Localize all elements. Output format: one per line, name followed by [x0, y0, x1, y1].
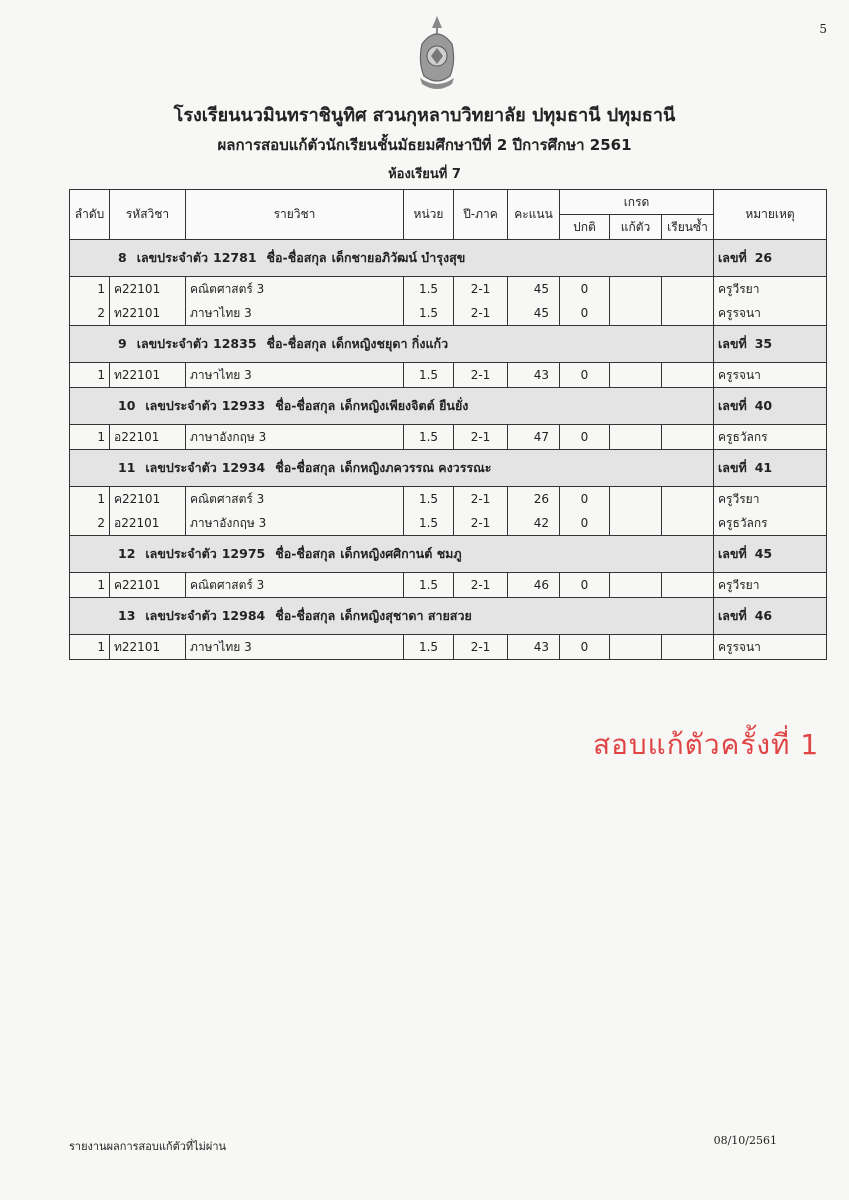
- course-score: 42: [508, 511, 560, 536]
- student-name-label: ชื่อ-ชื่อสกุล: [275, 608, 336, 623]
- student-id-label: เลขประจำตัว: [145, 546, 217, 561]
- course-term: 2-1: [454, 487, 508, 512]
- course-unit: 1.5: [404, 425, 454, 450]
- student-id: 12933: [221, 398, 266, 413]
- course-score: 43: [508, 635, 560, 660]
- course-term: 2-1: [454, 573, 508, 598]
- grade-repeat: [662, 635, 714, 660]
- grade-normal: 0: [560, 277, 610, 302]
- col-grade: เกรด: [560, 190, 714, 215]
- grade-repeat: [662, 425, 714, 450]
- grade-normal: 0: [560, 363, 610, 388]
- student-name: เด็กหญิงสุชาดา สายสวย: [340, 608, 472, 623]
- course-row: [70, 363, 827, 388]
- course-row: [70, 425, 827, 450]
- course-index: 1: [70, 487, 110, 512]
- grade-normal: 0: [560, 301, 610, 326]
- grade-retake: [610, 573, 662, 598]
- grade-repeat: [662, 511, 714, 536]
- grade-normal: 0: [560, 573, 610, 598]
- course-code: ค22101: [110, 277, 186, 302]
- roll-number: 26: [754, 250, 773, 265]
- grade-normal: 0: [560, 425, 610, 450]
- student-row: [70, 598, 827, 635]
- retake-stamp: สอบแก้ตัวครั้งที่ 1: [593, 728, 820, 761]
- course-index: 1: [70, 277, 110, 302]
- student-number: 11: [118, 460, 136, 475]
- course-subject: ภาษาอังกฤษ 3: [186, 425, 404, 450]
- student-name-label: ชื่อ-ชื่อสกุล: [266, 250, 327, 265]
- student-name: เด็กหญิงเพียงจิตต์ ยืนยั่ง: [340, 398, 469, 413]
- student-name: เด็กหญิงภควรรณ คงวรรณะ: [340, 460, 492, 475]
- course-unit: 1.5: [404, 635, 454, 660]
- course-teacher: ครูรจนา: [714, 301, 827, 326]
- roll-number-label: เลขที่: [718, 250, 747, 265]
- course-code: ค22101: [110, 487, 186, 512]
- course-subject: ภาษาไทย 3: [186, 635, 404, 660]
- course-unit: 1.5: [404, 363, 454, 388]
- grade-retake: [610, 635, 662, 660]
- school-seal-icon: [412, 14, 462, 94]
- col-unit: หน่วย: [404, 190, 454, 240]
- roll-number: 45: [754, 546, 773, 561]
- col-code: รหัสวิชา: [110, 190, 186, 240]
- student-id: 12934: [221, 460, 266, 475]
- course-subject: คณิตศาสตร์ 3: [186, 573, 404, 598]
- grade-retake: [610, 487, 662, 512]
- course-teacher: ครูวีรยา: [714, 487, 827, 512]
- grade-normal: 0: [560, 487, 610, 512]
- course-row: [70, 573, 827, 598]
- course-term: 2-1: [454, 363, 508, 388]
- course-index: 1: [70, 425, 110, 450]
- course-teacher: ครูวีรยา: [714, 573, 827, 598]
- student-name-label: ชื่อ-ชื่อสกุล: [275, 460, 336, 475]
- student-id-label: เลขประจำตัว: [136, 336, 209, 351]
- course-subject: คณิตศาสตร์ 3: [186, 487, 404, 512]
- student-row: [70, 450, 827, 487]
- course-code: ค22101: [110, 573, 186, 598]
- school-name: โรงเรียนนวมินทราชินูทิศ สวนกุหลาบวิทยาลัย ปทุมธานี ปทุมธานี: [173, 105, 676, 126]
- roll-number-label: เลขที่: [718, 460, 747, 475]
- report-subtitle: ผลการสอบแก้ตัวนักเรียนชั้นมัธยมศึกษาปีที่ 2 ปีการศึกษา 2561: [217, 136, 632, 154]
- course-unit: 1.5: [404, 277, 454, 302]
- student-name-label: ชื่อ-ชื่อสกุล: [266, 336, 327, 351]
- student-number: 9: [118, 336, 127, 351]
- course-unit: 1.5: [404, 573, 454, 598]
- student-name-label: ชื่อ-ชื่อสกุล: [275, 398, 336, 413]
- course-code: อ22101: [110, 511, 186, 536]
- student-number: 13: [118, 608, 136, 623]
- grade-normal: 0: [560, 635, 610, 660]
- course-code: อ22101: [110, 425, 186, 450]
- course-code: ท22101: [110, 363, 186, 388]
- student-row: [70, 388, 827, 425]
- col-grade-repeat: เรียนซ้ำ: [662, 215, 714, 240]
- roll-number: 41: [754, 460, 773, 475]
- student-name: เด็กชายอภิวัฒน์ บำรุงสุข: [331, 250, 466, 265]
- course-score: 43: [508, 363, 560, 388]
- course-index: 2: [70, 511, 110, 536]
- student-id: 12975: [221, 546, 266, 561]
- roll-number: 40: [754, 398, 773, 413]
- footer-date: 08/10/2561: [713, 1134, 777, 1147]
- grade-retake: [610, 301, 662, 326]
- student-row: [70, 240, 827, 277]
- course-index: 2: [70, 301, 110, 326]
- course-score: 45: [508, 301, 560, 326]
- student-id-label: เลขประจำตัว: [145, 398, 217, 413]
- course-term: 2-1: [454, 511, 508, 536]
- course-teacher: ครูรจนา: [714, 635, 827, 660]
- roll-number: 35: [754, 336, 773, 351]
- course-index: 1: [70, 363, 110, 388]
- student-id-label: เลขประจำตัว: [145, 460, 217, 475]
- student-row: [70, 536, 827, 573]
- grade-repeat: [662, 573, 714, 598]
- roll-number-label: เลขที่: [718, 398, 747, 413]
- course-teacher: ครูธวัลกร: [714, 511, 827, 536]
- roll-number-label: เลขที่: [718, 608, 747, 623]
- course-score: 45: [508, 277, 560, 302]
- course-row: [70, 511, 827, 536]
- course-row: [70, 635, 827, 660]
- roll-number-label: เลขที่: [718, 336, 747, 351]
- grade-repeat: [662, 301, 714, 326]
- student-id: 12781: [213, 250, 257, 265]
- grade-repeat: [662, 487, 714, 512]
- col-grade-retake: แก้ตัว: [610, 215, 662, 240]
- roll-number-label: เลขที่: [718, 546, 747, 561]
- grade-repeat: [662, 277, 714, 302]
- col-order: ลำดับ: [70, 190, 110, 240]
- course-term: 2-1: [454, 301, 508, 326]
- course-teacher: ครูวีรยา: [714, 277, 827, 302]
- course-subject: คณิตศาสตร์ 3: [186, 277, 404, 302]
- grade-retake: [610, 511, 662, 536]
- col-grade-normal: ปกติ: [560, 215, 610, 240]
- course-score: 47: [508, 425, 560, 450]
- course-unit: 1.5: [404, 511, 454, 536]
- grade-repeat: [662, 363, 714, 388]
- col-term: ปี-ภาค: [454, 190, 508, 240]
- student-name-label: ชื่อ-ชื่อสกุล: [275, 546, 336, 561]
- student-row: [70, 326, 827, 363]
- footer-report-name: รายงานผลการสอบแก้ตัวที่ไม่ผ่าน: [69, 1140, 227, 1153]
- course-term: 2-1: [454, 425, 508, 450]
- course-score: 46: [508, 573, 560, 598]
- student-name: เด็กหญิงศศิกานต์ ชมภู: [340, 546, 462, 561]
- student-id-label: เลขประจำตัว: [145, 608, 217, 623]
- course-index: 1: [70, 635, 110, 660]
- student-id: 12835: [213, 336, 257, 351]
- course-row: [70, 487, 827, 512]
- student-id: 12984: [221, 608, 266, 623]
- grade-retake: [610, 363, 662, 388]
- col-subject: รายวิชา: [186, 190, 404, 240]
- course-subject: ภาษาอังกฤษ 3: [186, 511, 404, 536]
- student-number: 10: [118, 398, 136, 413]
- course-code: ท22101: [110, 301, 186, 326]
- grade-retake: [610, 425, 662, 450]
- table-body: [70, 240, 827, 660]
- retake-results-table: [69, 189, 827, 660]
- classroom-label: ห้องเรียนที่ 7: [388, 167, 461, 182]
- course-term: 2-1: [454, 277, 508, 302]
- course-subject: ภาษาไทย 3: [186, 363, 404, 388]
- student-number: 8: [118, 250, 127, 265]
- grade-normal: 0: [560, 511, 610, 536]
- course-teacher: ครูธวัลกร: [714, 425, 827, 450]
- course-index: 1: [70, 573, 110, 598]
- course-row: [70, 301, 827, 326]
- col-score: คะแนน: [508, 190, 560, 240]
- course-subject: ภาษาไทย 3: [186, 301, 404, 326]
- course-code: ท22101: [110, 635, 186, 660]
- col-note: หมายเหตุ: [714, 190, 827, 240]
- course-term: 2-1: [454, 635, 508, 660]
- student-name: เด็กหญิงชยุดา กิ่งแก้ว: [331, 336, 449, 351]
- roll-number: 46: [754, 608, 773, 623]
- student-id-label: เลขประจำตัว: [136, 250, 209, 265]
- course-teacher: ครูรจนา: [714, 363, 827, 388]
- page-number: 5: [819, 22, 827, 36]
- course-unit: 1.5: [404, 487, 454, 512]
- course-row: [70, 277, 827, 302]
- student-number: 12: [118, 546, 136, 561]
- grade-retake: [610, 277, 662, 302]
- course-score: 26: [508, 487, 560, 512]
- course-unit: 1.5: [404, 301, 454, 326]
